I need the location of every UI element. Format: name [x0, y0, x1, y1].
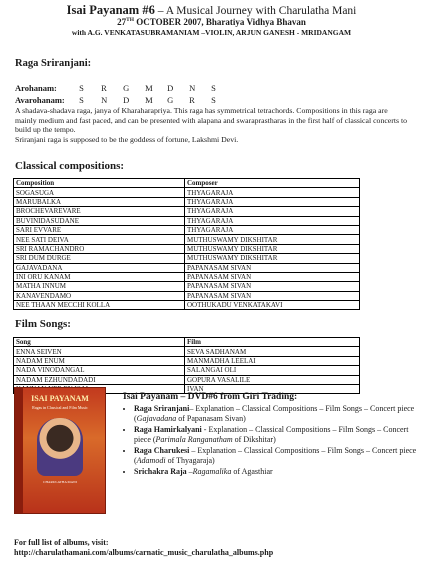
table-row	[14, 254, 360, 263]
raga-description	[15, 106, 410, 144]
cover-subtitle: Ragas in Classical and Film Music	[32, 405, 88, 410]
composer-cell: OOTHUKADU VENKATAKAVI	[185, 301, 360, 310]
note: S	[211, 83, 216, 93]
dvd-contents-list	[120, 404, 423, 478]
composition-cell: MARUBALKA	[14, 197, 185, 206]
raga-name: Srichakra Raja	[134, 467, 187, 476]
date-day: 27	[117, 17, 127, 27]
footer-text: For full list of albums, visit:	[14, 538, 109, 547]
table-row	[14, 244, 360, 253]
table-row	[14, 282, 360, 291]
piece-name: Adamodi	[136, 456, 166, 465]
arohanam-label: Arohanam:	[15, 83, 57, 93]
table-row	[14, 263, 360, 272]
table-row	[14, 207, 360, 216]
table-row	[14, 197, 360, 206]
note: R	[101, 83, 107, 93]
column-header-song: Song	[14, 338, 185, 347]
composer-cell: THYAGARAJA	[185, 197, 360, 206]
note: N	[189, 83, 196, 93]
composition-cell: SARI EVVARE	[14, 225, 185, 234]
composition-cell: SRI RAMACHANDRO	[14, 244, 185, 253]
composition-cell: SRI DUM DURGE	[14, 254, 185, 263]
composer-cell: PAPANASAM SIVAN	[185, 291, 360, 300]
header-title-main: Isai Payanam #6	[66, 3, 155, 17]
note: M	[145, 95, 153, 105]
note: G	[167, 95, 174, 105]
note: R	[189, 95, 195, 105]
header-title	[0, 3, 423, 18]
composer-cell: MUTHUSWAMY DIKSHITAR	[185, 244, 360, 253]
arohanam-notes	[79, 83, 233, 93]
film-cell: SALANGAI OLI	[185, 366, 360, 375]
table-row	[14, 301, 360, 310]
item-by: of Agasthiar	[231, 467, 273, 476]
table-row	[14, 216, 360, 225]
column-header-film: Film	[185, 338, 360, 347]
list-item	[134, 467, 423, 477]
composer-cell: THYAGARAJA	[185, 188, 360, 197]
film-table	[13, 337, 360, 394]
note: D	[123, 95, 130, 105]
note: M	[145, 83, 153, 93]
piece-name: Ragamalika	[192, 467, 232, 476]
albums-link[interactable]: http://charulathamani.com/albums/carnatic_music_charulatha_albums.php	[14, 548, 274, 557]
column-header-composition: Composition	[14, 179, 185, 188]
table-row	[14, 272, 360, 281]
composition-cell: MATHA INNUM	[14, 282, 185, 291]
item-text: - Explanation – Classical Compositions – Film Songs – Concert piece (	[134, 425, 409, 444]
film-cell: GOPURA VASALILE	[185, 375, 360, 384]
composer-cell: THYAGARAJA	[185, 207, 360, 216]
table-header-row	[14, 338, 360, 347]
composition-cell: BUVINIDASUDANE	[14, 216, 185, 225]
note: D	[167, 83, 174, 93]
column-header-composer: Composer	[185, 179, 360, 188]
composer-cell: MUTHUSWAMY DIKSHITAR	[185, 254, 360, 263]
item-by: of Papanasam Sivan)	[176, 414, 246, 423]
avarohanam-notes	[79, 95, 233, 105]
avarohanam-row	[15, 95, 415, 105]
composer-cell: PAPANASAM SIVAN	[185, 263, 360, 272]
composition-cell: NEE THAAN MECCHI KOLLA	[14, 301, 185, 310]
composer-cell: PAPANASAM SIVAN	[185, 282, 360, 291]
song-cell: ENNA SEIVEN	[14, 347, 185, 356]
raga-description-text: A shadava-shadava raga, janya of Kharaharapriya. This raga has symmetrical tetrachords. Compositions in this raga are mainly medium and fast paced, and can be presented with alapana and swaraprastharas in the first half of classical concerts to build up the tempo.	[15, 106, 408, 134]
raga-name: Raga Hamirkalyani	[134, 425, 202, 434]
table-row	[14, 225, 360, 234]
date-suffix: TH	[126, 17, 135, 23]
list-item	[134, 404, 423, 424]
table-row	[14, 188, 360, 197]
note: S	[211, 95, 216, 105]
song-cell: NADAM ENUM	[14, 356, 185, 365]
header-title-rest: – A Musical Journey with Charulatha Mani	[154, 5, 357, 17]
composer-cell: PAPANASAM SIVAN	[185, 272, 360, 281]
composition-cell: GAJAVADANA	[14, 263, 185, 272]
song-cell: NADAM EZHUNDADADI	[14, 375, 185, 384]
note: N	[101, 95, 108, 105]
header-accompanists: with A.G. VENKATASUBRAMANIAM –VIOLIN, ARJUN GANESH - MRIDANGAM	[71, 28, 352, 37]
composer-cell: THYAGARAJA	[185, 225, 360, 234]
film-cell: IVAN	[185, 384, 360, 393]
note: S	[79, 95, 84, 105]
film-cell: SEVA SADHANAM	[185, 347, 360, 356]
list-item	[134, 425, 423, 445]
arohanam-row	[15, 83, 415, 93]
raga-heading: Raga Sriranjani:	[15, 58, 92, 69]
raga-note-text: Sriranjani raga is supposed to be the goddess of fortune, Lakshmi Devi.	[15, 134, 239, 144]
header-date	[0, 17, 423, 27]
song-cell: NADA VINODANGAL	[14, 366, 185, 375]
item-text: – Explanation – Classical Compositions – Film Songs – Concert piece (	[134, 404, 415, 423]
composer-cell: MUTHUSWAMY DIKSHITAR	[185, 235, 360, 244]
table-row	[14, 356, 360, 365]
table-row	[14, 235, 360, 244]
classical-table	[13, 178, 360, 310]
composition-cell: BROCHEVAREVARE	[14, 207, 185, 216]
dvd-title: Isai Payanam – DVD#6 from Giri Trading:	[123, 392, 298, 402]
composition-cell: SOGASUGA	[14, 188, 185, 197]
piece-name: Gajavadana	[136, 414, 177, 423]
date-rest: OCTOBER 2007, Bharatiya Vidhya Bhavan	[134, 17, 306, 27]
piece-name: Parimala Ranganatham	[155, 435, 233, 444]
cover-caption: CHARULATHA MANI	[43, 480, 77, 484]
table-row	[14, 366, 360, 375]
table-row	[14, 375, 360, 384]
table-row	[14, 347, 360, 356]
item-by: of Thyagaraja)	[165, 456, 215, 465]
note: G	[123, 83, 130, 93]
list-item	[134, 446, 423, 466]
classical-heading: Classical compositions:	[15, 160, 125, 172]
item-text: – Explanation – Classical Compositions – Film Songs – Concert piece (	[134, 446, 417, 465]
avarohanam-label: Avarohanam:	[15, 95, 65, 105]
composer-cell: THYAGARAJA	[185, 216, 360, 225]
table-header-row	[14, 179, 360, 188]
film-heading: Film Songs:	[15, 318, 71, 330]
table-row	[14, 291, 360, 300]
dvd-cover-image	[14, 387, 106, 514]
raga-name: Raga Charukesi	[134, 446, 190, 455]
film-cell: MANMADHA LEELAI	[185, 356, 360, 365]
raga-name: Raga Sriranjani	[134, 404, 190, 413]
singer-portrait	[37, 418, 83, 476]
cover-title: ISAI PAYANAM	[31, 394, 89, 403]
composition-cell: NEE SATI DEIVA	[14, 235, 185, 244]
note: S	[79, 83, 84, 93]
item-text: –	[186, 467, 193, 476]
item-by: of Dikshitar)	[232, 435, 276, 444]
composition-cell: INI ORU KANAM	[14, 272, 185, 281]
composition-cell: KANAVENDAMO	[14, 291, 185, 300]
